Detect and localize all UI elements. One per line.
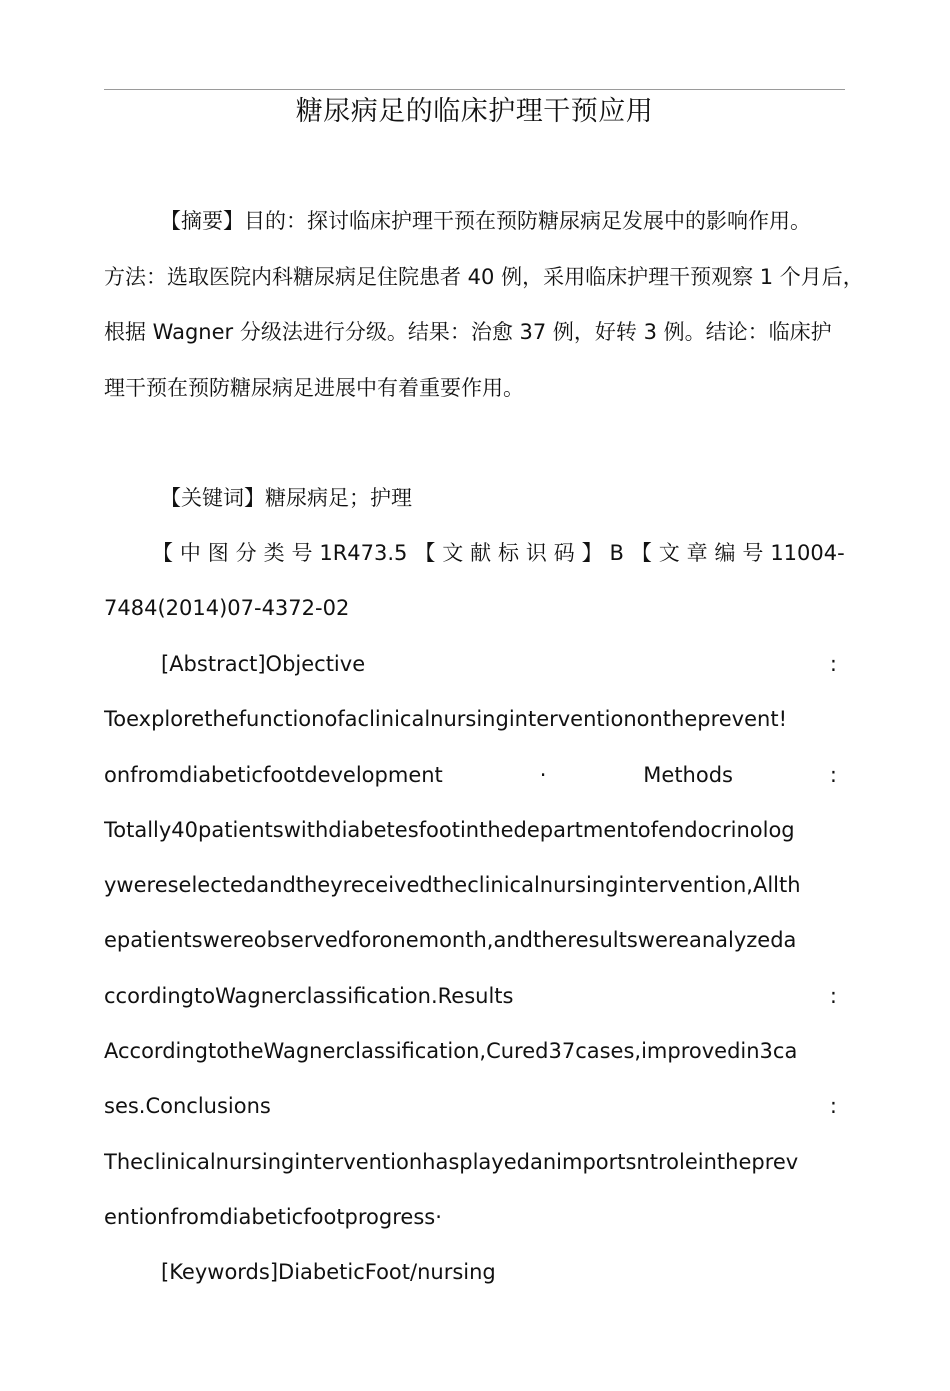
abstract-en-row: ywereselectedandtheyreceivedtheclinicalnursingintervention,Allth (104, 873, 801, 898)
header-rule (104, 89, 845, 90)
abstract-en-text: : (829, 1094, 837, 1119)
cls-part: 献 (470, 541, 492, 565)
cls-part: 号 (291, 541, 313, 565)
cls-part: 标 (497, 541, 519, 565)
abstract-en-text: Methods (643, 762, 733, 787)
abstract-zh-line-2: 方法：选取医院内科糖尿病足住院患者 40 例，采用临床护理干预观察 1 个月后， (104, 264, 864, 289)
cls-part: 类 (263, 541, 285, 565)
abstract-en-row (104, 748, 845, 803)
classification-line-2: 7484(2014)07-4372-02 (104, 596, 350, 620)
abstract-zh-line-4: 理干预在预防糖尿病足进展中有着重要作用。 (104, 375, 524, 400)
abstract-en-row (104, 1079, 845, 1134)
cls-part: 章 (686, 541, 708, 565)
abstract-en-text: : (829, 652, 837, 676)
cls-part: 中 (179, 541, 201, 565)
cls-part: 识 (525, 541, 547, 565)
cls-part: 文 (658, 541, 680, 565)
cls-part: 【 (152, 541, 173, 565)
abstract-en-text: ses.Conclusions (104, 1094, 271, 1119)
cls-part: 【 (414, 541, 436, 565)
abstract-en-row: entionfromdiabeticfootprogress· (104, 1204, 442, 1229)
cls-part: 文 (442, 541, 464, 565)
classification (104, 526, 845, 636)
cls-part: 编 (714, 541, 736, 565)
abstract-en-text: : (829, 762, 837, 787)
cls-part: 图 (207, 541, 229, 565)
cls-part: 分 (235, 541, 257, 565)
cls-part: 1R473.5 (319, 541, 408, 565)
abstract-en-row: AccordingtotheWagnerclassification,Cured37cases,improvedin3ca (104, 1039, 798, 1064)
abstract-zh-line-1: 【摘要】目的：探讨临床护理干预在预防糖尿病足发展中的影响作用。 (160, 209, 811, 233)
abstract-en-row: epatientswereobservedforonemonth,andtheresultswereanalyzeda (104, 928, 797, 953)
abstract-en-row: Theclinicalnursinginterventionhasplayedanimportsntroleintheprev (104, 1149, 799, 1174)
cls-part: 11004- (770, 541, 845, 565)
abstract-zh-line-3: 根据 Wagner 分级法进行分级。结果：治愈 37 例，好转 3 例。结论：临床护 (104, 320, 832, 344)
abstract-en-row: Totally40patientswithdiabetesfootinthedepartmentofendocrinolog (104, 817, 795, 842)
classification-line-1 (104, 526, 845, 581)
page-title: 糖尿病足的临床护理干预应用 (295, 96, 654, 127)
cls-part: B (609, 541, 624, 565)
abstract-en-row (104, 637, 845, 692)
keywords-zh: 【关键词】糖尿病足；护理 (160, 486, 412, 510)
abstract-en-text: [Abstract]Objective (161, 652, 366, 676)
cls-part: 号 (742, 541, 764, 565)
cls-part: 码 (553, 541, 575, 565)
abstract-en-text: ccordingtoWagnerclassification.Results (104, 983, 514, 1008)
abstract-zh (104, 194, 864, 416)
abstract-en (104, 637, 845, 1245)
abstract-en-text: : (829, 983, 837, 1008)
abstract-en-row (104, 969, 845, 1024)
abstract-en-text: · (539, 762, 547, 787)
cls-part: 】 (581, 541, 603, 565)
abstract-en-text: onfromdiabeticfootdevelopment (104, 762, 443, 787)
keywords-en: [Keywords]DiabeticFoot/nursing (161, 1260, 496, 1284)
abstract-en-row: Toexplorethefunctionofaclinicalnursinginterventionontheprevent! (104, 707, 787, 732)
cls-part: 【 (630, 541, 652, 565)
